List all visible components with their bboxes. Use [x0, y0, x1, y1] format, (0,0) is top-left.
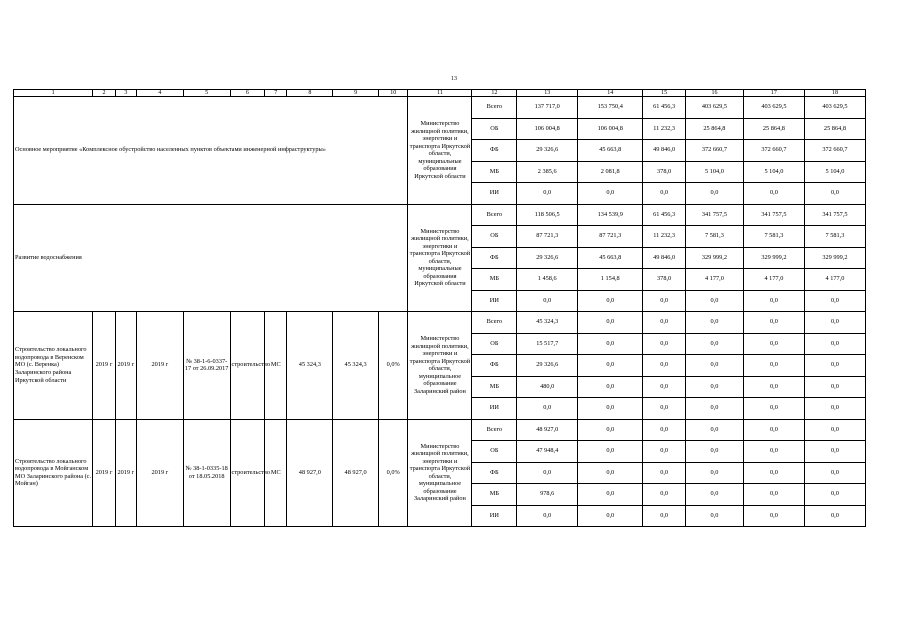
amount-cell: 106 004,8 — [517, 118, 578, 140]
amount-cell: 378,0 — [643, 269, 686, 291]
amount-cell: 0,0 — [743, 419, 804, 441]
amount-cell: 2 385,6 — [517, 161, 578, 183]
amount-cell: 0,0 — [804, 441, 865, 463]
amount-cell: 0,0 — [804, 484, 865, 506]
amount-cell: 0,0 — [743, 505, 804, 527]
funding-source: ИИ — [472, 290, 517, 312]
amount-cell: 0,0 — [743, 333, 804, 355]
column-number: 7 — [265, 90, 287, 97]
amount-cell: 0,0 — [685, 355, 743, 377]
column-number: 5 — [183, 90, 230, 97]
expertise-conclusion: № 38-1-0335-18 от 18.05.2018 — [183, 419, 230, 527]
amount-cell: 137 717,0 — [517, 97, 578, 119]
funding-source: Всего — [472, 97, 517, 119]
amount-cell: 118 506,5 — [517, 204, 578, 226]
amount-cell: 480,0 — [517, 376, 578, 398]
amount-cell: 329 999,2 — [685, 247, 743, 269]
amount-cell: 0,0 — [743, 355, 804, 377]
amount-cell: 0,0 — [643, 398, 686, 420]
table-row — [14, 204, 866, 226]
estimated-cost: 45 324,3 — [287, 312, 333, 420]
amount-cell: 29 326,6 — [517, 140, 578, 162]
amount-cell: 0,0 — [643, 462, 686, 484]
funding-source: ФБ — [472, 355, 517, 377]
ownership-form: МС — [265, 312, 287, 420]
amount-cell: 5 104,0 — [685, 161, 743, 183]
design-year: 2019 г — [137, 312, 184, 420]
amount-cell: 0,0 — [804, 290, 865, 312]
column-number: 4 — [137, 90, 184, 97]
amount-cell: 0,0 — [743, 312, 804, 334]
amount-cell: 0,0 — [578, 290, 643, 312]
amount-cell: 0,0 — [517, 398, 578, 420]
amount-cell: 25 864,8 — [743, 118, 804, 140]
end-year: 2019 г — [115, 312, 136, 420]
column-number: 13 — [517, 90, 578, 97]
amount-cell: 403 629,5 — [804, 97, 865, 119]
amount-cell: 45 663,8 — [578, 247, 643, 269]
page-number: 13 — [451, 76, 457, 82]
amount-cell: 0,0 — [743, 398, 804, 420]
amount-cell: 0,0 — [743, 441, 804, 463]
amount-cell: 45 663,8 — [578, 140, 643, 162]
amount-cell: 0,0 — [578, 462, 643, 484]
amount-cell: 0,0 — [578, 505, 643, 527]
program-table — [13, 89, 866, 527]
work-type: строительство — [230, 312, 265, 420]
amount-cell: 0,0 — [804, 376, 865, 398]
responsible-executor: Министерство жилищной политики, энергетики и транспорта Иркутской области, муниципальное образование Заларинский район — [408, 312, 472, 420]
amount-cell: 0,0 — [643, 505, 686, 527]
column-number: 10 — [378, 90, 407, 97]
amount-cell: 0,0 — [685, 183, 743, 205]
column-number: 18 — [804, 90, 865, 97]
amount-cell: 0,0 — [804, 462, 865, 484]
amount-cell: 0,0 — [743, 462, 804, 484]
amount-cell: 15 517,7 — [517, 333, 578, 355]
amount-cell: 0,0 — [804, 419, 865, 441]
amount-cell: 0,0 — [643, 355, 686, 377]
amount-cell: 0,0 — [743, 183, 804, 205]
amount-cell: 0,0 — [804, 355, 865, 377]
end-year: 2019 г — [115, 419, 136, 527]
amount-cell: 87 721,3 — [578, 226, 643, 248]
amount-cell: 0,0 — [643, 183, 686, 205]
column-number: 17 — [743, 90, 804, 97]
amount-cell: 48 927,0 — [517, 419, 578, 441]
amount-cell: 0,0 — [685, 333, 743, 355]
funding-source: Всего — [472, 312, 517, 334]
amount-cell: 0,0 — [685, 376, 743, 398]
responsible-executor: Министерство жилищной политики, энергетики и транспорта Иркутской области, муниципальное образование Заларинский район — [408, 419, 472, 527]
amount-cell: 25 864,8 — [685, 118, 743, 140]
amount-cell: 329 999,2 — [804, 247, 865, 269]
amount-cell: 0,0 — [743, 376, 804, 398]
amount-cell: 0,0 — [685, 419, 743, 441]
amount-cell: 0,0 — [685, 290, 743, 312]
funding-source: ФБ — [472, 140, 517, 162]
start-year: 2019 г — [93, 419, 115, 527]
column-number: 11 — [408, 90, 472, 97]
amount-cell: 5 104,0 — [743, 161, 804, 183]
amount-cell: 329 999,2 — [743, 247, 804, 269]
amount-cell: 47 948,4 — [517, 441, 578, 463]
start-year: 2019 г — [93, 312, 115, 420]
amount-cell: 0,0 — [685, 505, 743, 527]
amount-cell: 87 721,3 — [517, 226, 578, 248]
section-title: Развитие водоснабжения — [14, 204, 408, 312]
amount-cell: 341 757,5 — [685, 204, 743, 226]
funding-source: ФБ — [472, 247, 517, 269]
amount-cell: 0,0 — [578, 484, 643, 506]
amount-cell: 1 154,8 — [578, 269, 643, 291]
amount-cell: 7 581,3 — [743, 226, 804, 248]
amount-cell: 0,0 — [685, 462, 743, 484]
amount-cell: 11 232,3 — [643, 118, 686, 140]
amount-cell: 0,0 — [517, 462, 578, 484]
amount-cell: 25 864,8 — [804, 118, 865, 140]
amount-cell: 0,0 — [804, 312, 865, 334]
amount-cell: 2 081,8 — [578, 161, 643, 183]
funding-source: ИИ — [472, 398, 517, 420]
amount-cell: 4 177,0 — [743, 269, 804, 291]
amount-cell: 0,0 — [685, 312, 743, 334]
amount-cell: 403 629,5 — [685, 97, 743, 119]
amount-cell: 153 750,4 — [578, 97, 643, 119]
funding-source: Всего — [472, 419, 517, 441]
amount-cell: 11 232,3 — [643, 226, 686, 248]
amount-cell: 0,0 — [685, 441, 743, 463]
funding-source: МБ — [472, 161, 517, 183]
section-title: Основное мероприятие «Комплексное обустройство населенных пунктов объектами инженерной инфраструктуры» — [14, 97, 408, 205]
amount-cell: 29 326,6 — [517, 247, 578, 269]
amount-cell: 341 757,5 — [743, 204, 804, 226]
amount-cell: 0,0 — [685, 484, 743, 506]
ownership-form: МС — [265, 419, 287, 527]
amount-cell: 341 757,5 — [804, 204, 865, 226]
amount-cell: 0,0 — [743, 290, 804, 312]
amount-cell: 0,0 — [578, 398, 643, 420]
amount-cell: 0,0 — [643, 312, 686, 334]
funding-source: ОБ — [472, 226, 517, 248]
amount-cell: 0,0 — [804, 505, 865, 527]
amount-cell: 372 660,7 — [685, 140, 743, 162]
funding-source: МБ — [472, 269, 517, 291]
amount-cell: 0,0 — [643, 419, 686, 441]
amount-cell: 49 846,0 — [643, 140, 686, 162]
amount-cell: 0,0 — [578, 441, 643, 463]
amount-cell: 1 458,6 — [517, 269, 578, 291]
amount-cell: 403 629,5 — [743, 97, 804, 119]
funding-source: ОБ — [472, 441, 517, 463]
column-number: 8 — [287, 90, 333, 97]
amount-cell: 0,0 — [517, 290, 578, 312]
table-row — [14, 419, 866, 441]
amount-cell: 0,0 — [643, 441, 686, 463]
amount-cell: 0,0 — [578, 183, 643, 205]
estimated-cost: 48 927,0 — [287, 419, 333, 527]
amount-cell: 5 104,0 — [804, 161, 865, 183]
column-number: 14 — [578, 90, 643, 97]
design-year: 2019 г — [137, 419, 184, 527]
readiness-percent: 0,0% — [378, 419, 407, 527]
object-name: Строительство локального водопровода в Мойганском МО Заларинского района (с. Мойган) — [14, 419, 93, 527]
work-type: строительство — [230, 419, 265, 527]
funding-source: МБ — [472, 376, 517, 398]
column-number: 1 — [14, 90, 93, 97]
amount-cell: 0,0 — [643, 290, 686, 312]
amount-cell: 0,0 — [643, 333, 686, 355]
amount-cell: 0,0 — [517, 505, 578, 527]
column-number: 9 — [333, 90, 379, 97]
column-number: 16 — [685, 90, 743, 97]
amount-cell: 4 177,0 — [685, 269, 743, 291]
funding-source: ОБ — [472, 118, 517, 140]
amount-cell: 0,0 — [685, 398, 743, 420]
amount-cell: 372 660,7 — [743, 140, 804, 162]
amount-cell: 372 660,7 — [804, 140, 865, 162]
remaining-cost: 45 324,3 — [333, 312, 379, 420]
table-row — [14, 312, 866, 334]
amount-cell: 0,0 — [804, 333, 865, 355]
amount-cell: 0,0 — [517, 183, 578, 205]
amount-cell: 0,0 — [578, 376, 643, 398]
amount-cell: 0,0 — [804, 183, 865, 205]
amount-cell: 0,0 — [578, 312, 643, 334]
responsible-executor: Министерство жилищной политики, энергетики и транспорта Иркутской области, муниципальные образования Иркутской области — [408, 97, 472, 205]
table-row — [14, 97, 866, 119]
object-name: Строительство локального водопровода в Веренском МО (с. Веренка) Заларинского района Иркутской области — [14, 312, 93, 420]
amount-cell: 0,0 — [578, 355, 643, 377]
amount-cell: 378,0 — [643, 161, 686, 183]
amount-cell: 7 581,3 — [804, 226, 865, 248]
amount-cell: 0,0 — [578, 333, 643, 355]
funding-source: ФБ — [472, 462, 517, 484]
responsible-executor: Министерство жилищной политики, энергетики и транспорта Иркутской области, муниципальные образования Иркутской области — [408, 204, 472, 312]
remaining-cost: 48 927,0 — [333, 419, 379, 527]
funding-source: ОБ — [472, 333, 517, 355]
amount-cell: 0,0 — [578, 419, 643, 441]
funding-source: ИИ — [472, 505, 517, 527]
amount-cell: 0,0 — [643, 376, 686, 398]
funding-source: Всего — [472, 204, 517, 226]
column-number: 6 — [230, 90, 265, 97]
amount-cell: 7 581,3 — [685, 226, 743, 248]
column-number: 15 — [643, 90, 686, 97]
column-number: 3 — [115, 90, 136, 97]
funding-source: ИИ — [472, 183, 517, 205]
amount-cell: 61 456,3 — [643, 97, 686, 119]
amount-cell: 61 456,3 — [643, 204, 686, 226]
column-number: 12 — [472, 90, 517, 97]
amount-cell: 134 539,9 — [578, 204, 643, 226]
amount-cell: 4 177,0 — [804, 269, 865, 291]
amount-cell: 0,0 — [643, 484, 686, 506]
readiness-percent: 0,0% — [378, 312, 407, 420]
expertise-conclusion: № 38-1-6-0337-17 от 26.09.2017 — [183, 312, 230, 420]
amount-cell: 0,0 — [804, 398, 865, 420]
amount-cell: 0,0 — [743, 484, 804, 506]
amount-cell: 106 004,8 — [578, 118, 643, 140]
column-number-row — [14, 90, 866, 97]
amount-cell: 29 326,6 — [517, 355, 578, 377]
amount-cell: 49 846,0 — [643, 247, 686, 269]
amount-cell: 978,6 — [517, 484, 578, 506]
funding-source: МБ — [472, 484, 517, 506]
amount-cell: 45 324,3 — [517, 312, 578, 334]
column-number: 2 — [93, 90, 115, 97]
